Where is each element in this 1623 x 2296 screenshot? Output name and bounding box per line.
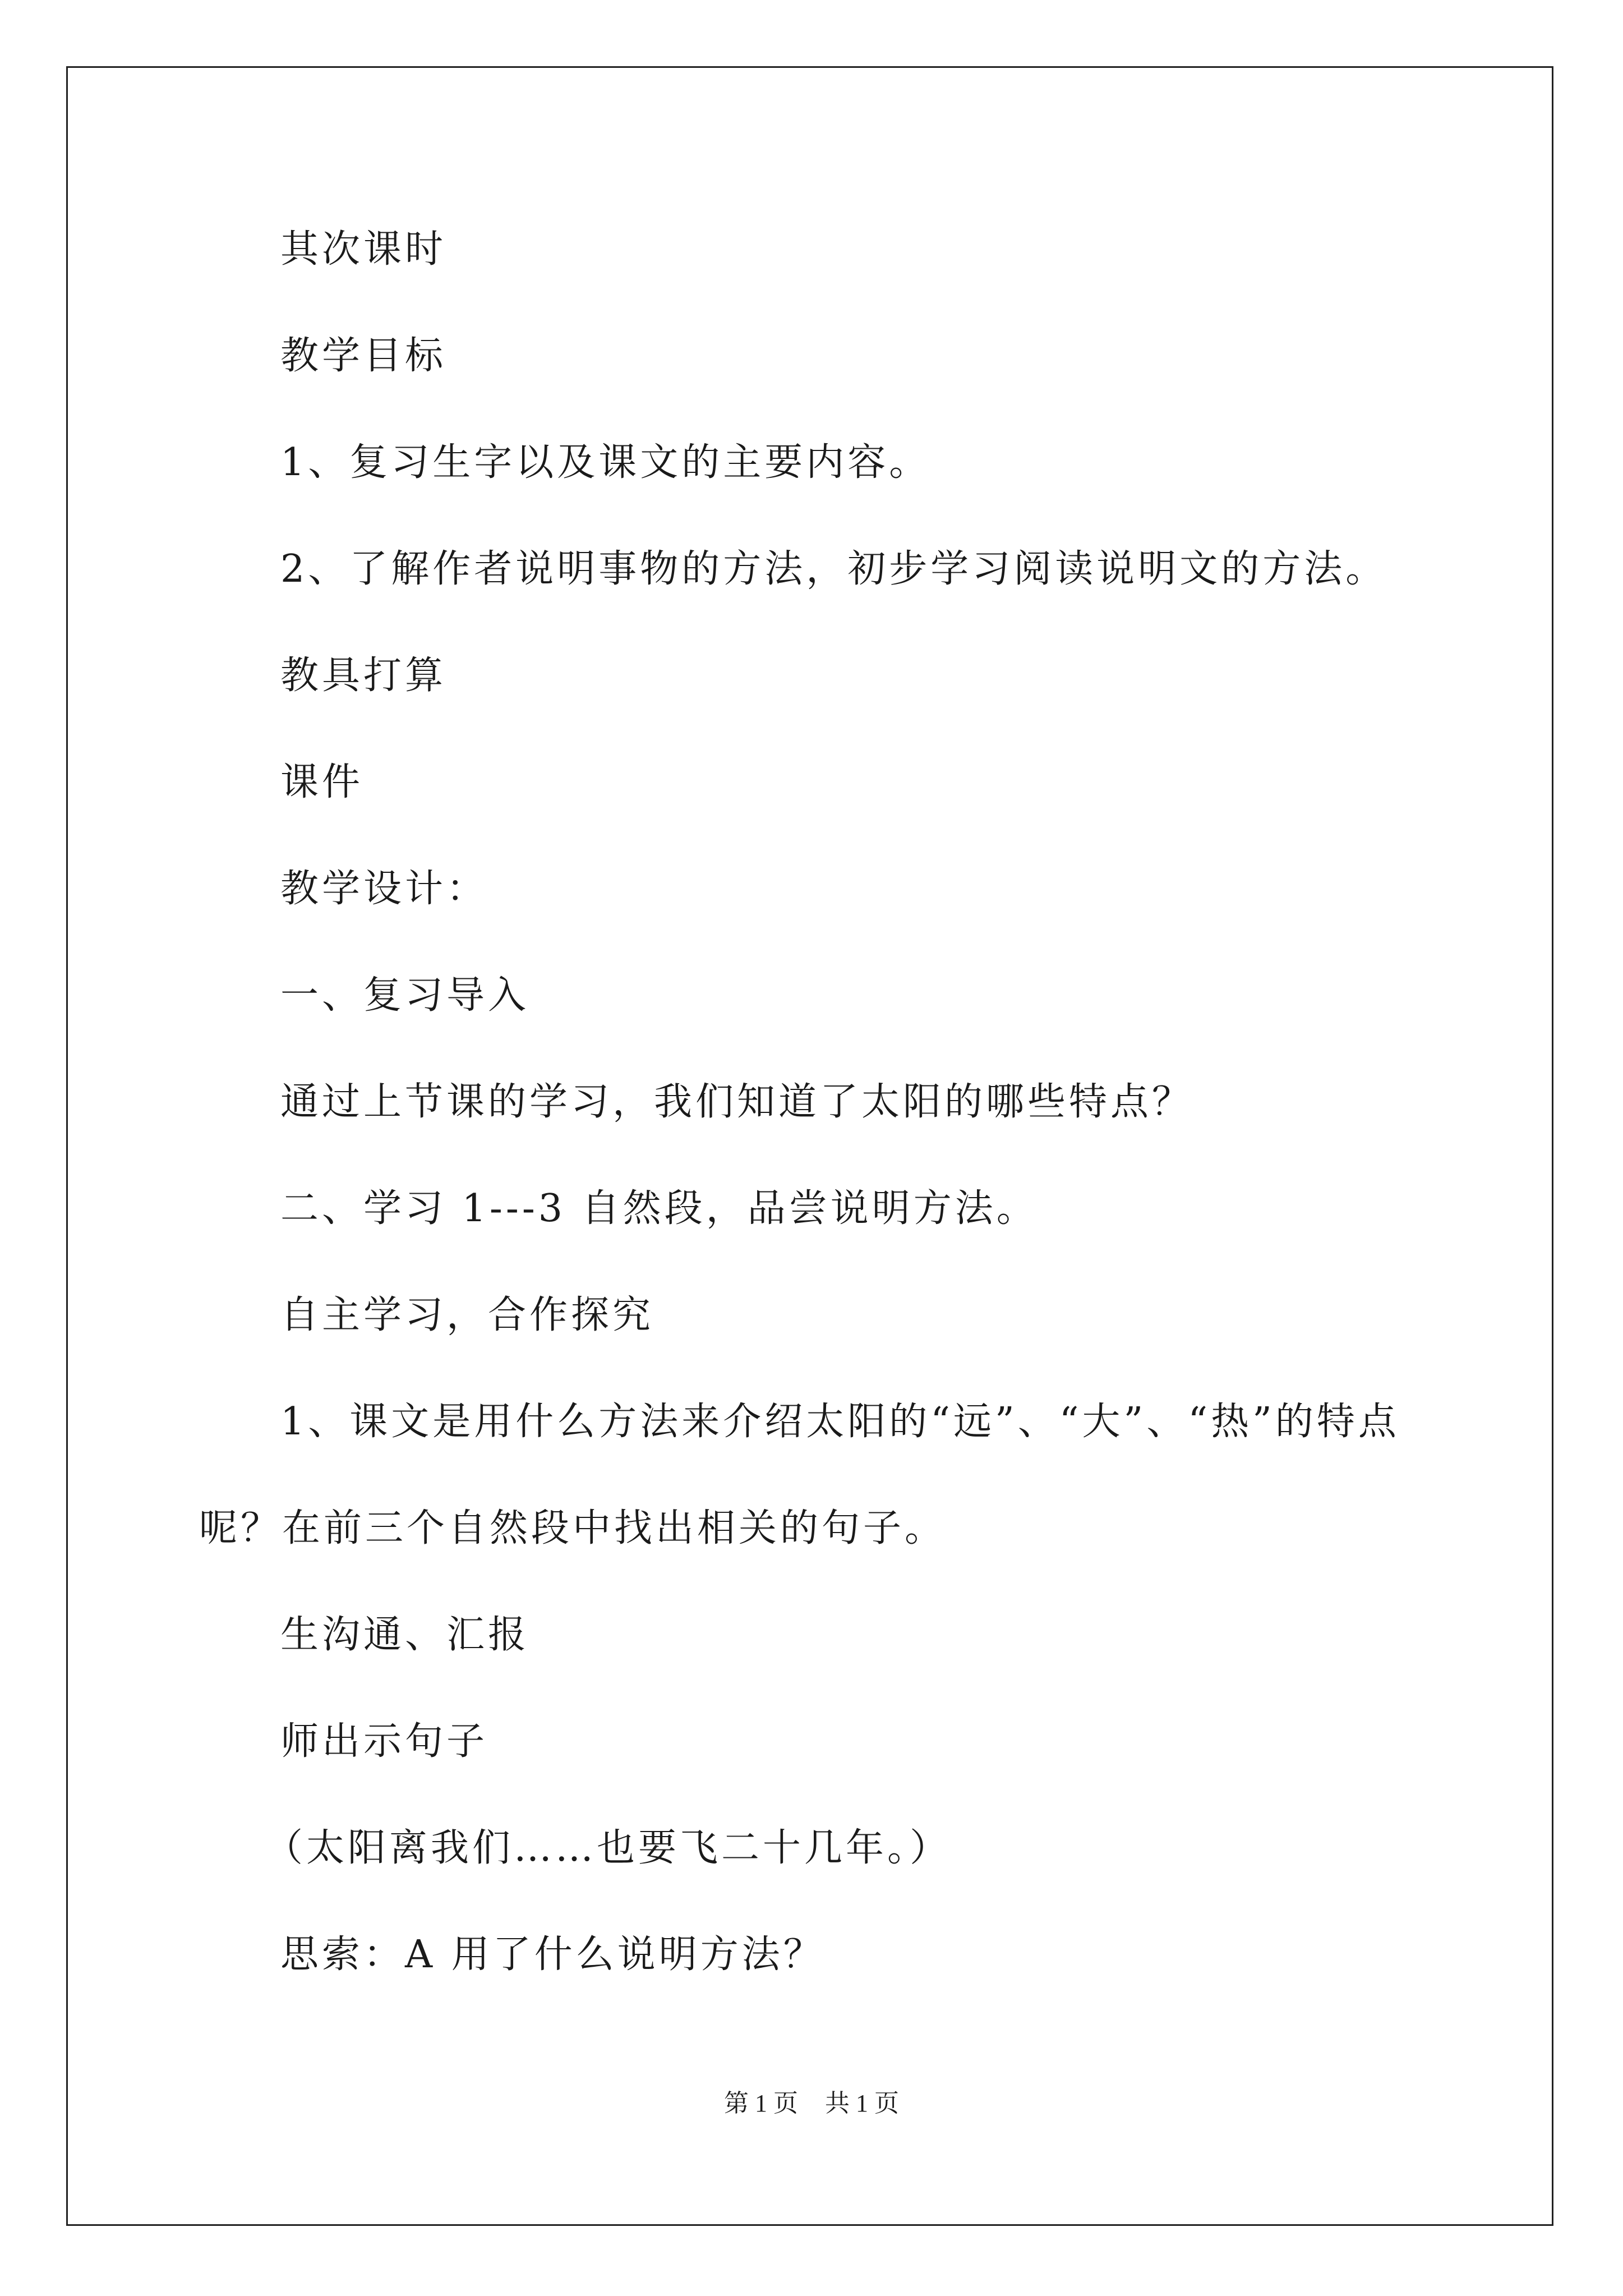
paragraph-teaching-goals-heading: 教学目标	[280, 334, 447, 378]
paragraph-think-question: 思索：A 用了什么说明方法？	[280, 1932, 825, 1977]
paragraph-teaching-aids: 课件	[280, 760, 364, 804]
paragraph-student-report: 生沟通、汇报	[280, 1613, 530, 1657]
paragraph-self-study: 自主学习，合作探究	[280, 1293, 654, 1337]
page-number-current: 第 1 页	[724, 2090, 798, 2117]
paragraph-quoted-sentence: （太阳离我们……也要飞二十几年。）	[265, 1826, 952, 1870]
paragraph-question-1-line-1: 1、课文是用什么方法来介绍太阳的“远”、“大”、“热”的特点	[280, 1400, 1400, 1444]
paragraph-review-question: 通过上节课的学习，我们知道了太阳的哪些特点？	[280, 1080, 1194, 1124]
paragraph-section-1-heading: 一、复习导入	[280, 973, 530, 1018]
paragraph-goal-2: 2、了解作者说明事物的方法，初步学习阅读说明文的方法。	[280, 547, 1387, 591]
paragraph-lesson-title: 其次课时	[280, 227, 447, 272]
paragraph-teaching-design-heading: 教学设计：	[280, 867, 488, 911]
paragraph-question-1-line-2: 呢？在前三个自然段中找出相关的句子。	[199, 1506, 947, 1550]
paragraph-teaching-aids-heading: 教具打算	[280, 654, 447, 698]
page-number-total: 共 1 页	[825, 2090, 899, 2117]
paragraph-section-2-heading: 二、学习 1---3 自然段，品尝说明方法。	[280, 1186, 1038, 1231]
page-footer	[0, 2088, 1623, 2119]
paragraph-goal-1: 1、复习生字以及课文的主要内容。	[280, 440, 931, 485]
paragraph-teacher-shows-sentence: 师出示句子	[280, 1719, 488, 1764]
page-border	[66, 66, 1553, 2226]
